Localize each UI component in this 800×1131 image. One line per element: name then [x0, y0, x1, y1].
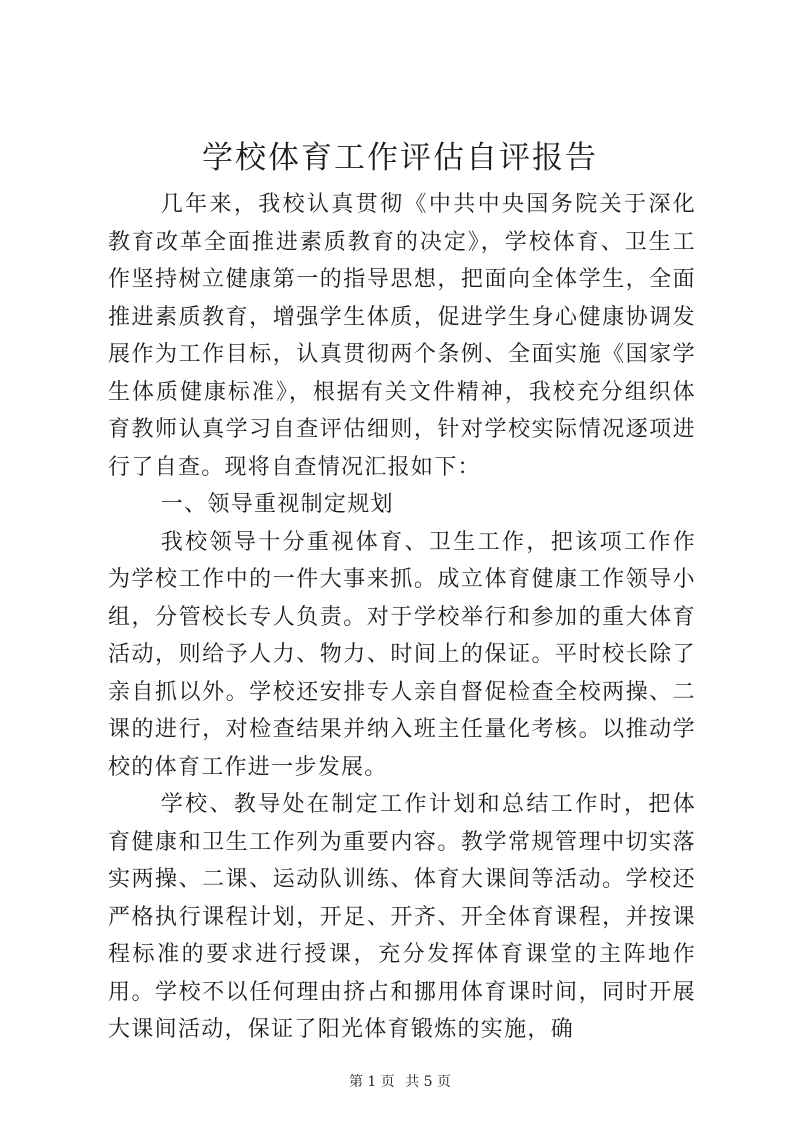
page-total: 共 5 页	[405, 1074, 452, 1090]
page-number: 第 1 页	[348, 1074, 395, 1090]
intro-paragraph: 几年来，我校认真贯彻《中共中央国务院关于深化教育改革全面推进素质教育的决定》，学校体育、卫生工作坚持树立健康第一的指导思想，把面向全体学生，全面推进素质教育，增强学生体质，促进学生身心健康协调发展作为工作目标，认真贯彻两个条例、全面实施《国家学生体质健康标准》，根据有关文件精神，我校充分组织体育教师认真学习自查评估细则，针对学校实际情况逐项进行了自查。现将自查情况汇报如下：	[108, 192, 696, 480]
document-title: 学校体育工作评估自评报告	[202, 140, 598, 176]
section-heading-leadership: 一、领导重视制定规划	[160, 492, 394, 517]
leadership-paragraph: 我校领导十分重视体育、卫生工作，把该项工作作为学校工作中的一件大事来抓。成立体育健康工作领导小组，分管校长专人负责。对于学校举行和参加的重大体育活动，则给予人力、物力、时间上的保证。平时校长除了亲自抓以外。学校还安排专人亲自督促检查全校两操、二课的进行，对检查结果并纳入班主任量化考核。以推动学校的体育工作进一步发展。	[108, 529, 696, 780]
planning-paragraph: 学校、教导处在制定工作计划和总结工作时，把体育健康和卫生工作列为重要内容。教学常规管理中切实落实两操、二课、运动队训练、体育大课间等活动。学校还严格执行课程计划，开足、开齐、开全体育课程，并按课程标准的要求进行授课，充分发挥体育课堂的主阵地作用。学校不以任何理由挤占和挪用体育课时间，同时开展大课间活动，保证了阳光体育锻炼的实施，确	[108, 792, 696, 1042]
page-footer	[0, 1072, 800, 1092]
document-body	[108, 186, 696, 1049]
